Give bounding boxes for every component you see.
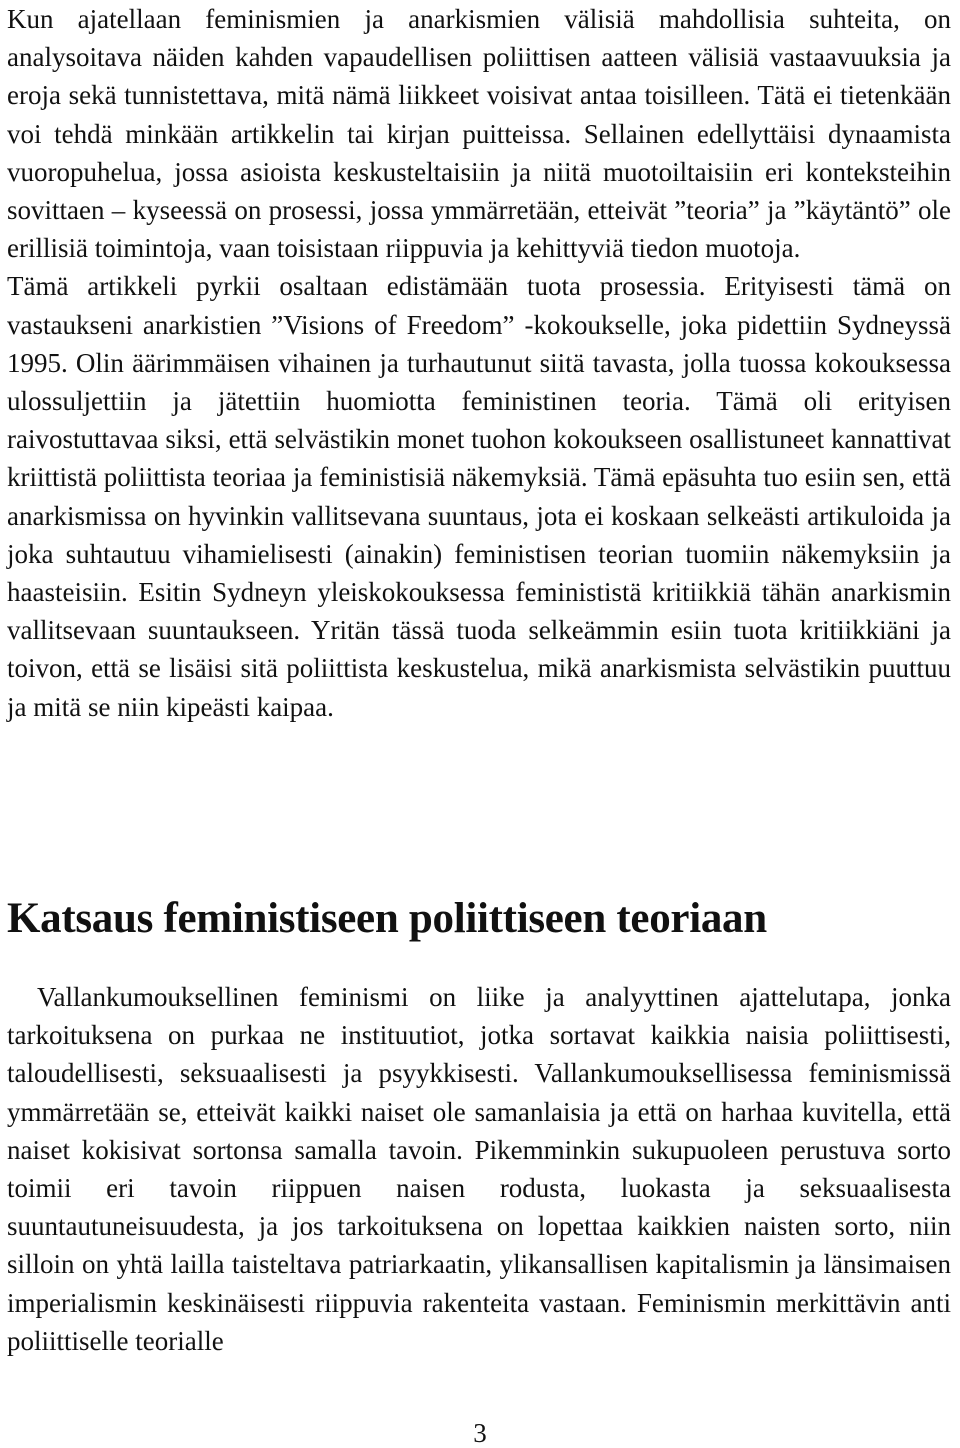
section-body [7, 978, 951, 1360]
body-paragraph-sydney: Tämä artikkeli pyrkii osaltaan edistämään tuota prosessia. Erityisesti tämä on vastaukseni anarkistien ”Visions of Freedom” -kokoukselle, joka pidettiin Sydneyssä 1995. Olin äärimmäisen vihainen ja turhautunut siitä tavasta, jolla tuossa kokouksessa ulossuljettiin ja jätettiin huomiotta feministinen teoria. Tämä oli erityisen raivostuttavaa siksi, että selvästikin monet tuohon kokoukseen osallistuneet kannattivat kriittistä poliittista teoriaa ja feministisiä näkemyksiä. Tämä epäsuhta tuo esiin sen, että anarkismissa on hyvinkin vallitsevana suuntaus, jota ei koskaan selkeästi artikuloida ja joka suhtautuu vihamielisesti (ainakin) feministisen teorian tuomiin näkemyksiin ja haasteisiin. Esitin Sydneyn yleiskokouksessa feminististä kritiikkiä tähän anarkismin vallitsevaan suuntaukseen. Yritän tässä tuoda selkeämmin esiin tuota kritiikkiäni ja toivon, että se lisäisi sitä poliittista keskustelua, mikä anarkismista selvästikin puuttuu ja mitä se niin kipeästi kaipaa. [7, 271, 951, 722]
body-paragraph-intro: Kun ajatellaan feminismien ja anarkismien välisiä mahdollisia suhteita, on analysoitava näiden kahden vapaudellisen poliittisen aatteen välisiä vastaavuuksia ja eroja sekä tunnistettava, mitä nämä liikkeet voisivat antaa toisilleen. Tätä ei tietenkään voi tehdä minkään artikkelin tai kirjan puitteissa. Sellainen edellyttäisi dynaamista vuoropuhelua, jossa asioista keskusteltaisiin ja niitä muotoiltaisiin eri konteksteihin sovittaen – kyseessä on prosessi, jossa ymmärretään, etteivät ”teoria” ja ”käytäntö” ole erillisiä toimintoja, vaan toisistaan riippuvia ja kehittyviä tiedon muotoja. [7, 4, 951, 264]
section-heading: Katsaus feministiseen poliittiseen teoriaan [7, 895, 767, 942]
page-number: 3 [473, 1418, 487, 1448]
body-paragraph-feminism: Vallankumouksellinen feminismi on liike ja analyyttinen ajattelutapa, jonka tarkoituksena on purkaa ne instituutiot, jotka sortavat kaikkia naisia poliittisesti, taloudellisesti, seksuaalisesti ja psyykkisesti. Vallankumouksellisessa feminismissä ymmärretään se, etteivät kaikki naiset ole samanlaisia ja että on harhaa kuvitella, että naiset kokisivat sortonsa samalla tavoin. Pikemminkin sukupuoleen perustuva sorto toimii eri tavoin riippuen naisen rodusta, luokasta ja seksuaalisesta suuntautuneisuudesta, ja jos tarkoituksena on lopettaa kaikkien naisten sorto, niin silloin on yhtä lailla taisteltava patriarkaatin, ylikansallisen kapitalismin ja länsimaisen imperialismin keskinäisesti riippuvia rakenteita vastaan. Feminismin merkittävin anti poliittiselle teorialle [7, 982, 951, 1356]
document-page [7, 0, 951, 1356]
